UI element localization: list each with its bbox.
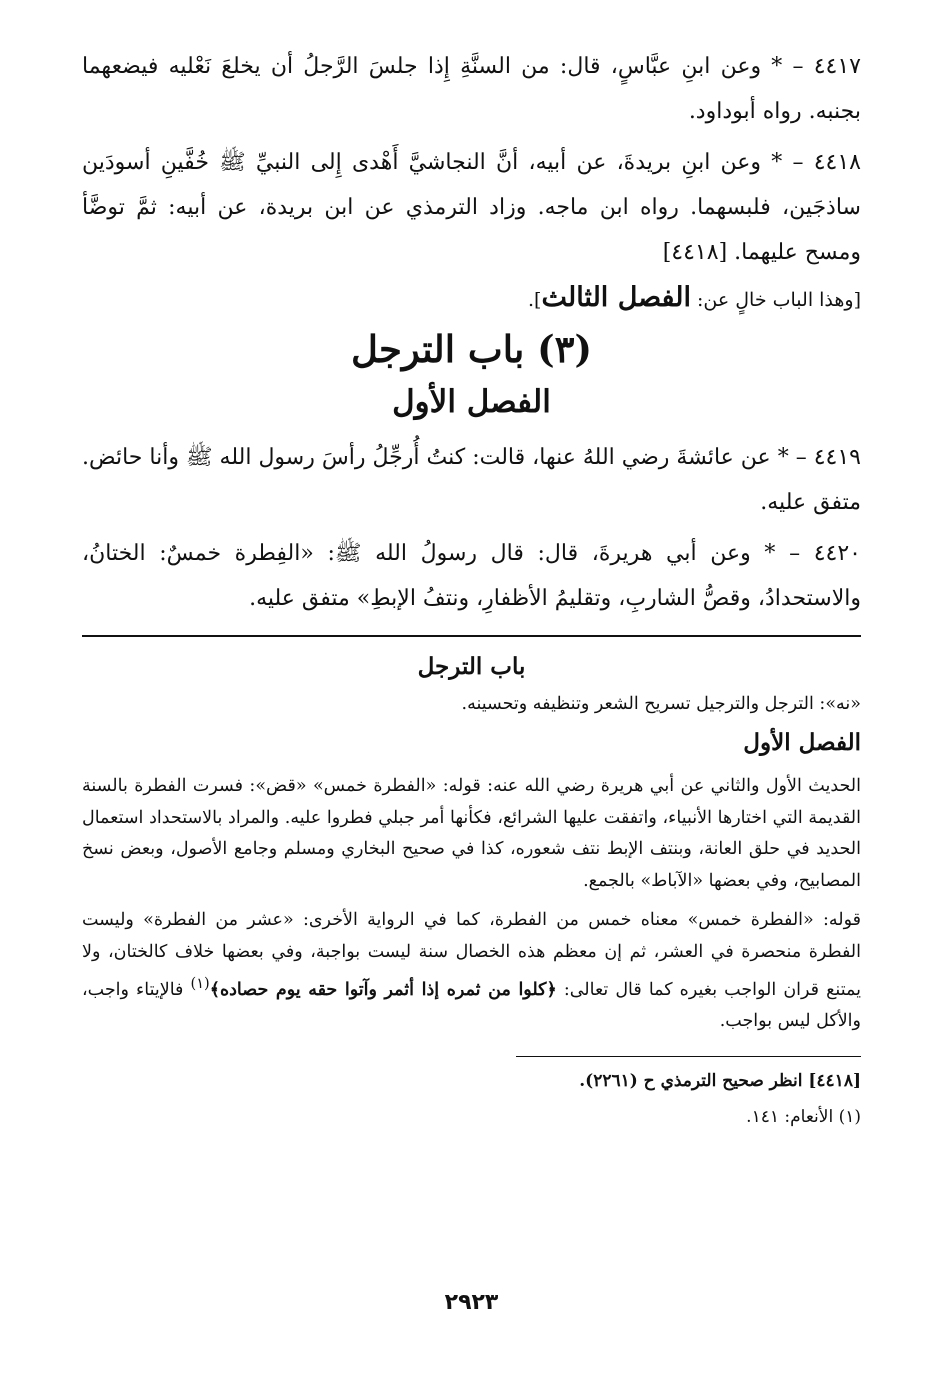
hadith-4419	[82, 435, 861, 525]
note-bold: الفصل الثالث	[541, 282, 691, 313]
chapter-note	[82, 281, 861, 317]
footnote-1: (١) الأنعام: ١٤١.	[746, 1106, 861, 1127]
hadith-number: ٤٤١٨	[813, 150, 861, 175]
commentary-paragraph-2	[82, 905, 861, 1038]
hadith-number: ٤٤١٩	[813, 445, 861, 470]
section-title: الفصل الأول	[392, 384, 551, 420]
commentary-title: باب الترجل	[417, 653, 526, 680]
hadith-text: – * وعن ابنِ عبَّاسٍ، قال: من السنَّةِ إِذا جلسَ الرَّجلُ أن يخلعَ نَعْليه فيضعهما بجنبه. رواه أبوداود.	[82, 54, 861, 124]
hadith-4418	[82, 140, 861, 275]
hadith-4420	[82, 531, 861, 621]
commentary-paragraph-1: الحديث الأول والثاني عن أبي هريرة رضي الله عنه: قوله: «الفطرة خمس» «قض»: فسرت الفطرة بالسنة القديمة التي اختارها الأنبياء، واتفقت عليها الشرائع، فكأنها أمر جبلي فطروا عليه. والمراد بالاستحداد استعمال الحديد في حلق العانة، وبنتف الإبط نتف شعوره، كذا في صحيح البخاري ومسلم وجامع الأصول، وبعض نسخ المصابيح، وفي بعضها «الآباط» بالجمع.	[82, 776, 861, 891]
hadith-reference: [٤٤١٨]	[662, 240, 728, 265]
commentary-section-title: الفصل الأول	[743, 729, 861, 756]
quran-quote: ﴿كلوا من ثمره إذا أثمر وآتوا حقه يوم حصاده﴾	[209, 979, 557, 1000]
hadith-number: ٤٤١٧	[813, 54, 861, 79]
page-number: ٢٩٢٣	[444, 1290, 499, 1315]
note-prefix: [وهذا الباب خالٍ عن:	[697, 289, 861, 311]
para2-start: قوله: «الفطرة خمس» معناه خمس من الفطرة، كما في الرواية الأخرى: «عشر من الفطرة» وليست الفطرة منحصرة في العشر، ثم إن معظم هذه الخصال سنة ليست بواجبة، وفي بعضها خلاف كالختان، ولا يمتنع قران الواجب بغيره كما قال تعالى:	[82, 910, 861, 1000]
hadith-text: – * عن عائشةَ رضي اللهُ عنها، قالت: كنتُ أُرجِّلُ رأسَ رسول الله ﷺ وأنا حائض. متفق عليه.	[82, 445, 861, 515]
hadith-text: – * وعن أبي هريرةَ، قال: قال رسولُ الله ﷺ: «الفِطرة خمسٌ: الختانُ، والاستحدادُ، وقصُّ الشاربِ، وتقليمُ الأظفارِ، ونتفُ الإبطِ» متفق عليه.	[82, 541, 861, 611]
note-suffix: ].	[528, 289, 542, 311]
footnote-reference: [٤٤١٨] انظر صحيح الترمذي ح (٢٢٦١).	[579, 1070, 861, 1091]
commentary-definition: «نه»: الترجل والترجيل تسريح الشعر وتنظيفه وتحسينه.	[461, 694, 861, 714]
footnote-marker: (١)	[190, 975, 210, 992]
chapter-title: (٣) باب الترجل	[350, 327, 593, 371]
hadith-4417	[82, 44, 861, 134]
hadith-text: – * وعن ابنِ بريدةَ، عن أبيه، أنَّ النجاشيَّ أَهْدى إِلى النبيِّ ﷺ خُفَّينِ أسودَين ساذجَين، فلبسهما. رواه ابن ماجه. وزاد الترمذي عن ابن بريدة، عن أبيه: ثمَّ توضَّأ ومسح عليهما.	[82, 150, 861, 265]
commentary-block	[82, 645, 861, 1038]
hadith-number: ٤٤٢٠	[813, 541, 861, 566]
commentary-divider	[82, 635, 861, 637]
footnote-divider	[516, 1056, 861, 1057]
para2-end: فالإيتاء واجب، والأكل ليس بواجب.	[82, 979, 861, 1032]
